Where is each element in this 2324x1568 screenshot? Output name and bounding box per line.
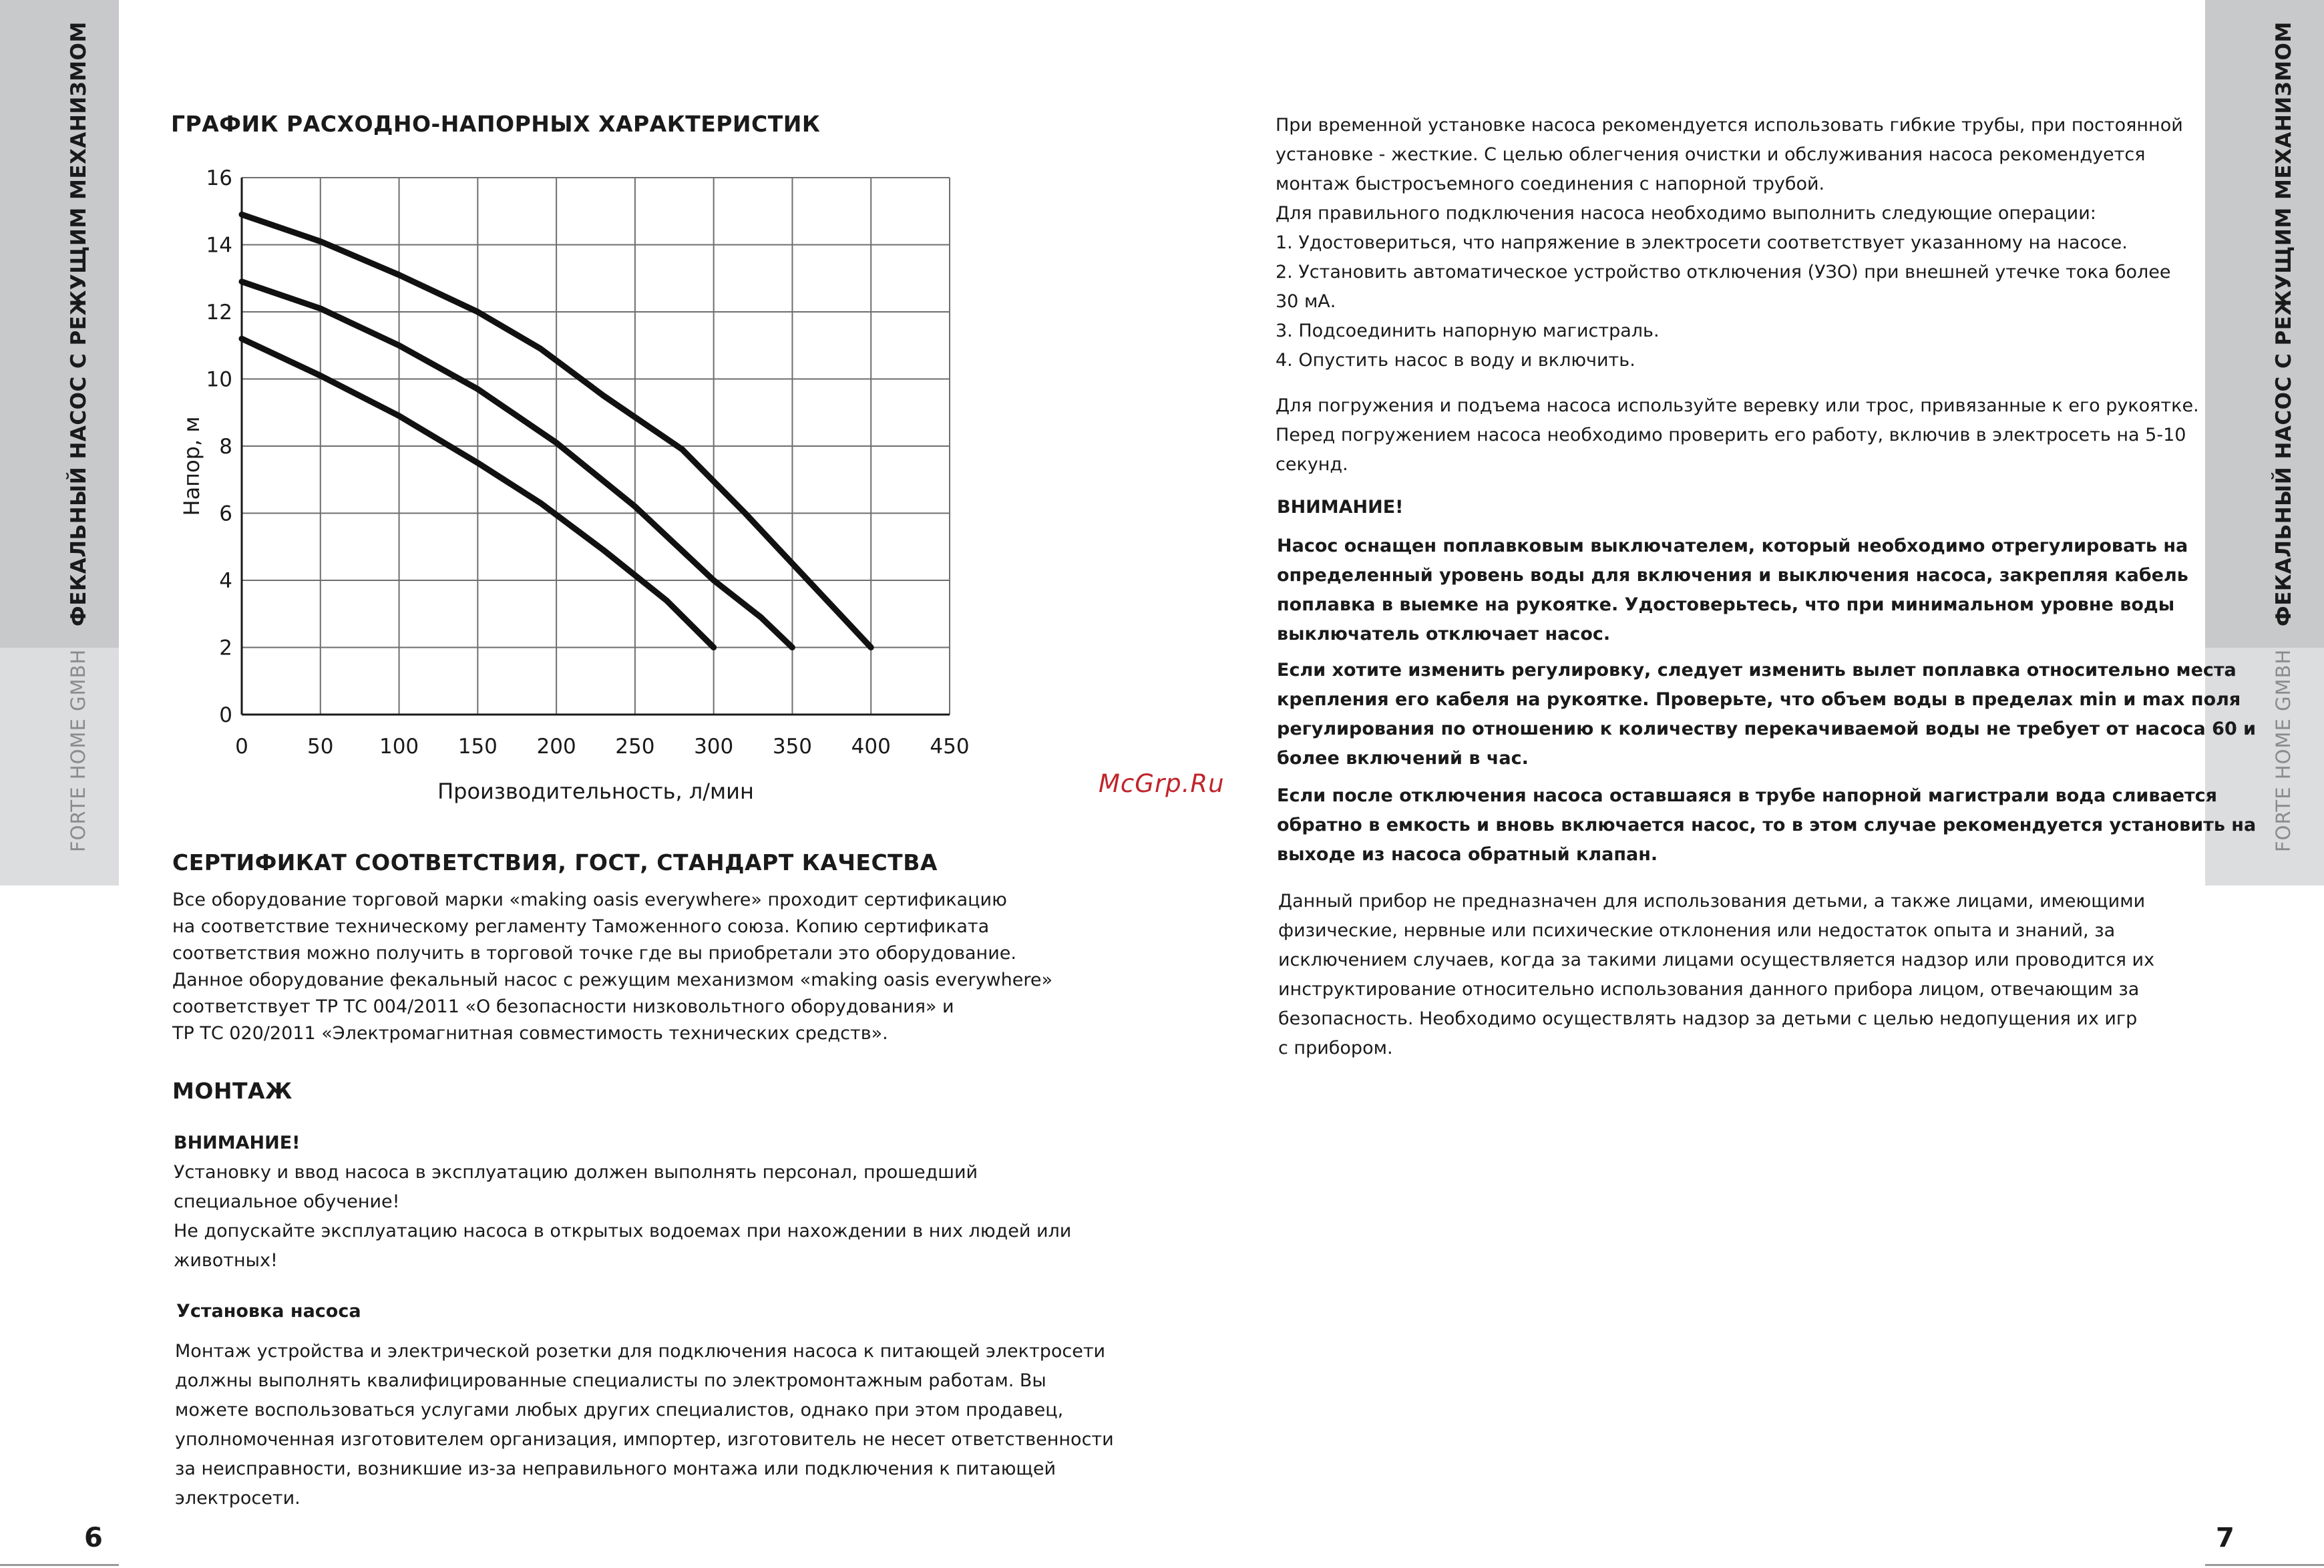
lowering-text [1276,391,2199,479]
text-line: соответствия можно получить в торговой точке где вы приобретали это оборудование. [172,943,1016,964]
text-line: электросети. [175,1488,301,1509]
text-line: секунд. [1276,454,1348,475]
text-line: выключатель отключает насос. [1277,624,1611,644]
install-text [175,1337,1114,1513]
x-tick-label: 400 [851,735,891,759]
text-line: 2. Установить автоматическое устройство отключения (УЗО) при внешней утечке тока более [1276,262,2171,282]
text-line: за неисправности, возникшие из-за неправильного монтажа или подключения к питающей [175,1458,1056,1479]
side-brand-panel [0,648,119,886]
chart-title: ГРАФИК РАСХОДНО-НАПОРНЫХ ХАРАКТЕРИСТИК [171,111,821,137]
text-line: Для правильного подключения насоса необходимо выполнить следующие операции: [1276,203,2096,224]
watermark: McGrp.Ru [1099,769,1225,798]
side-brand: FORTE HOME GMBH [2272,648,2295,852]
text-line: Установку и ввод насоса в эксплуатацию должен выполнять персонал, прошедший [174,1162,978,1183]
text-line: Для погружения и подъема насоса используйте веревку или трос, привязанные к его рукоятке. [1276,395,2199,416]
page-number-rule-left [0,1564,119,1566]
text-line: Если хотите изменить регулировку, следует изменить вылет поплавка относительно места [1277,660,2237,680]
x-tick-label: 450 [930,735,970,759]
text-line: Если после отключения насоса оставшаяся в трубе напорной магистрали вода сливается [1277,785,2218,806]
text-line: Перед погружением насоса необходимо проверить его работу, включив в электросеть на 5-10 [1276,425,2186,445]
text-line: специальное обучение! [174,1191,400,1212]
text-line: Насос оснащен поплавковым выключателем, который необходимо отрегулировать на [1277,536,2188,556]
text-line: 1. Удостовериться, что напряжение в электросети соответствует указанному на насосе. [1276,232,2128,253]
text-line: При временной установке насоса рекомендуется использовать гибкие трубы, при постоянной [1276,115,2183,136]
text-line: безопасность. Необходимо осуществлять надзор за детьми с целью недопущения их игр [1278,1008,2138,1029]
text-line: физические, нервные или психические отклонения или недостаток опыта и знаний, за [1278,920,2116,941]
side-title-panel [0,0,119,648]
text-line: более включений в час. [1277,748,1529,769]
text-line: 4. Опустить насос в воду и включить. [1276,350,1635,371]
text-line: можете воспользоваться услугами любых других специалистов, однако при этом продавец, [175,1400,1064,1420]
y-tick-label: 2 [219,636,232,660]
x-tick-label: 350 [772,735,813,759]
text-line: Данный прибор не предназначен для использования детьми, а также лицами, имеющими [1278,891,2146,912]
y-tick-label: 8 [219,435,232,459]
page-number-right: 7 [2216,1523,2235,1553]
mount-attention: ВНИМАНИЕ! [174,1133,301,1153]
chart-xlabel: Производительность, л/мин [437,779,754,804]
text-line: регулирования по отношению к количеству перекачиваемой воды не требует от насоса 60 и [1277,719,2257,739]
text-line: уполномоченная изготовителем организация, импортер, изготовитель не несет ответственности [175,1429,1114,1450]
side-title-panel [2205,0,2324,648]
text-line: Данное оборудование фекальный насос с режущим механизмом «making oasis everywhere» [172,970,1052,990]
y-tick-label: 6 [219,502,232,526]
x-tick-label: 200 [536,735,576,759]
text-line: соответствует ТР ТС 004/2011 «О безопасности низковольтного оборудования» и [172,996,954,1017]
x-tick-label: 250 [615,735,655,759]
pump-performance-chart [160,154,982,808]
text-line: Не допускайте эксплуатацию насоса в открытых водоемах при нахождении в них людей или [174,1221,1072,1241]
side-brand: FORTE HOME GMBH [67,648,89,852]
y-tick-label: 16 [206,166,232,190]
y-tick-label: 10 [206,367,232,392]
side-title: ФЕКАЛЬНЫЙ НАСОС С РЕЖУЩИМ МЕХАНИЗМОМ [2272,21,2296,626]
text-line: установке - жесткие. С целью облегчения очистки и обслуживания насоса рекомендуется [1276,144,2146,165]
text-line: животных! [174,1250,278,1271]
chart-ylabel: Напор, м [179,416,204,516]
text-line: на соответствие техническому регламенту Таможенного союза. Копию сертификата [172,916,990,937]
text-line: должны выполнять квалифицированные специалисты по электромонтажным работам. Вы [175,1370,1046,1391]
y-tick-label: 12 [206,301,232,325]
mount-warning-text [174,1158,1071,1276]
page-number-left: 6 [84,1523,103,1553]
mount-title: МОНТАЖ [172,1078,293,1104]
adjustment-text [1277,656,2256,773]
text-line: выходе из насоса обратный клапан. [1277,844,1658,865]
text-line: инструктирование относительно использования данного прибора лицом, отвечающим за [1278,979,2140,1000]
text-line: Все оборудование торговой марки «making oasis everywhere» проходит сертификацию [172,890,1007,910]
cert-text [172,887,1052,1047]
text-line: исключением случаев, когда за такими лицами осуществляется надзор или проводится их [1278,950,2155,970]
right-attention: ВНИМАНИЕ! [1277,497,1404,518]
float-switch-text [1277,532,2188,649]
x-tick-label: 300 [694,735,734,759]
text-line: Монтаж устройства и электрической розетки для подключения насоса к питающей электросети [175,1341,1106,1362]
text-line: обратно в емкость и вновь включается насос, то в этом случае рекомендуется установить на [1277,815,2257,835]
x-tick-label: 0 [235,735,248,759]
x-tick-label: 100 [379,735,419,759]
text-line: монтаж быстросъемного соединения с напорной трубой. [1276,174,1825,194]
install-title: Установка насоса [176,1301,361,1322]
x-tick-label: 50 [307,735,334,759]
check-valve-text [1277,781,2256,869]
text-line: 3. Подсоединить напорную магистраль. [1276,321,1660,341]
x-tick-label: 150 [457,735,498,759]
y-tick-label: 0 [219,703,232,727]
safety-text [1278,887,2154,1063]
text-line: определенный уровень воды для включения и выключения насоса, закрепляя кабель [1277,565,2188,586]
text-line: 30 мА. [1276,291,1336,312]
page-number-rule-right [2205,1564,2324,1566]
text-line: поплавка в выемке на рукоятке. Удостоверьтесь, что при минимальном уровне воды [1277,594,2175,615]
side-title: ФЕКАЛЬНЫЙ НАСОС С РЕЖУЩИМ МЕХАНИЗМОМ [67,21,91,626]
install-steps-text [1276,111,2183,375]
y-tick-label: 14 [206,233,232,258]
text-line: крепления его кабеля на рукоятке. Проверьте, что объем воды в пределах min и max поля [1277,689,2241,710]
text-line: с прибором. [1278,1038,1393,1058]
cert-title: СЕРТИФИКАТ СООТВЕТСТВИЯ, ГОСТ, СТАНДАРТ КАЧЕСТВА [172,849,938,875]
y-tick-label: 4 [219,569,232,593]
text-line: ТР ТС 020/2011 «Электромагнитная совместимость технических средств». [172,1023,888,1044]
